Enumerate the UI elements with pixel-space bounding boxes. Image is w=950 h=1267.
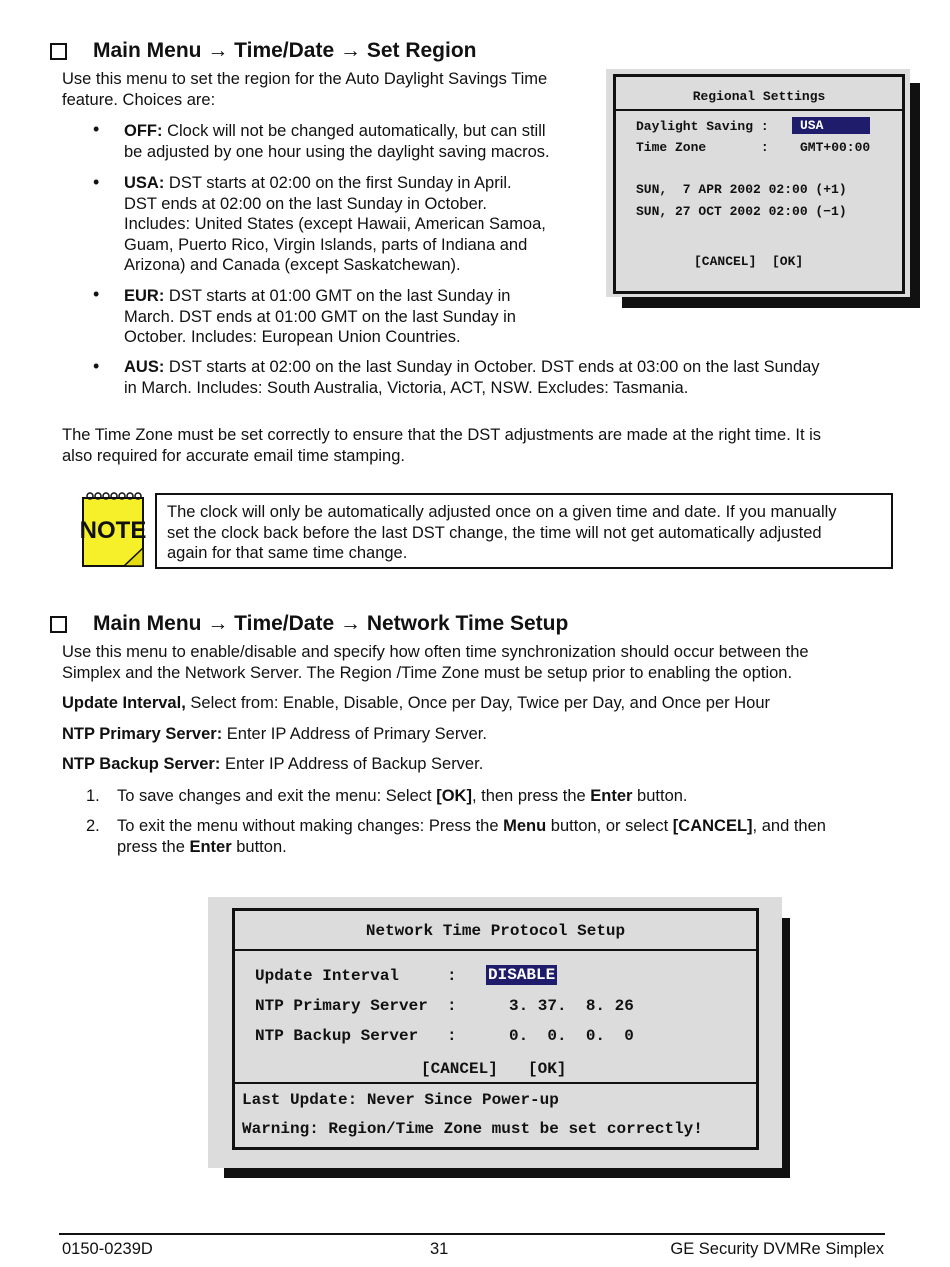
list-item-off	[124, 121, 594, 162]
section-title: Main Menu → Time/Date → Set Region	[93, 39, 477, 62]
step-bold: Enter	[590, 787, 633, 805]
term-label: NTP Backup Server:	[62, 755, 221, 773]
step-text: press the	[117, 837, 190, 856]
time-zone-value[interactable]: GMT+00:00	[800, 140, 871, 155]
bullet-icon: •	[93, 172, 100, 192]
item-text: in March. Includes: South Australia, Victoria, ACT, NSW. Excludes: Tasmania.	[124, 378, 689, 397]
regional-settings-screen	[606, 69, 910, 297]
list-item-usa	[124, 173, 594, 276]
list-item-eur	[124, 286, 594, 348]
item-text: DST starts at 02:00 on the first Sunday in April.	[164, 174, 512, 192]
update-interval-label: Update Interval :	[255, 967, 457, 985]
note-line: set the clock back before the last DST change, the time will not get automatically adjusted	[167, 523, 822, 542]
step-1	[117, 786, 897, 807]
step-bold: Enter	[189, 837, 232, 856]
backup-server-line	[62, 754, 922, 775]
term-text: Enter IP Address of Primary Server.	[222, 725, 487, 743]
item-label: USA:	[124, 174, 165, 192]
item-text: October. Includes: European Union Countries.	[124, 328, 461, 346]
divider	[235, 1082, 756, 1084]
footer-page-number: 31	[430, 1240, 449, 1258]
term-text: Enter IP Address of Backup Server.	[220, 755, 484, 773]
checkbox-bullet-icon	[50, 43, 67, 60]
intro-line: Use this menu to set the region for the Auto Daylight Savings Time	[62, 70, 548, 88]
note-icon	[80, 490, 146, 568]
backup-server-label: NTP Backup Server :	[255, 1027, 457, 1045]
checkbox-bullet-icon	[50, 616, 67, 633]
step-bold: [OK]	[436, 787, 472, 805]
ntp-setup-screen	[208, 897, 782, 1168]
step-text: button, or select	[546, 817, 673, 835]
step-2	[117, 816, 907, 857]
step-text: To exit the menu without making changes: Press the	[117, 817, 504, 835]
step-text: To save changes and exit the menu: Select	[117, 787, 437, 805]
step-text: , then press the	[471, 787, 591, 805]
warning-message: Warning: Region/Time Zone must be set correctly!	[242, 1120, 703, 1138]
divider	[235, 949, 756, 951]
bullet-icon: •	[93, 356, 100, 376]
item-label: EUR:	[124, 287, 165, 305]
section-heading-network-time	[50, 612, 568, 636]
item-text: Includes: United States (except Hawaii, American Samoa,	[124, 215, 546, 233]
screen-title: Network Time Protocol Setup	[365, 922, 626, 940]
step-bold: Menu	[503, 817, 547, 835]
ok-button[interactable]: [OK]	[772, 254, 804, 269]
note-box	[155, 493, 893, 569]
dst-end-readout: SUN, 27 OCT 2002 02:00 (−1)	[636, 204, 847, 219]
item-text: DST ends at 02:00 on the last Sunday in October.	[124, 194, 487, 213]
item-text: DST starts at 02:00 on the last Sunday in October. DST ends at 03:00 on the last Sunday	[164, 358, 820, 376]
item-text: be adjusted by one hour using the daylight saving macros.	[124, 142, 550, 161]
note-line: The clock will only be automatically adjusted once on a given time and date. If you manually	[167, 503, 837, 521]
step-bold: [CANCEL]	[672, 817, 753, 835]
footer-doc-number: 0150-0239D	[62, 1240, 153, 1258]
note-line: again for that same time change.	[167, 544, 408, 562]
bullet-icon: •	[93, 119, 100, 139]
item-text: Arizona) and Canada (except Saskatchewan).	[124, 256, 461, 274]
time-zone-label: Time Zone :	[636, 140, 769, 155]
list-item-aus	[124, 357, 904, 398]
term-label: NTP Primary Server:	[62, 725, 223, 743]
item-text: DST starts at 01:00 GMT on the last Sunday in	[164, 287, 511, 305]
paragraph-line: Simplex and the Network Server. The Region /Time Zone must be setup prior to enabling the option.	[62, 663, 793, 682]
step-text: , and then	[752, 817, 826, 835]
backup-server-input[interactable]: 0. 0. 0. 0	[509, 1027, 634, 1045]
note-icon-label: NOTE	[80, 517, 146, 544]
section-title: Main Menu → Time/Date → Network Time Setup	[93, 612, 569, 635]
screen-title: Regional Settings	[692, 89, 826, 104]
step-number: 2.	[86, 817, 100, 835]
step-text: button.	[632, 787, 688, 805]
daylight-saving-label: Daylight Saving :	[636, 119, 769, 134]
bullet-icon: •	[93, 284, 100, 304]
ntp-intro-paragraph	[62, 642, 922, 683]
paragraph-line: The Time Zone must be set correctly to ensure that the DST adjustments are made at the right time. It is	[62, 426, 822, 444]
primary-server-input[interactable]: 3. 37. 8. 26	[509, 997, 634, 1015]
footer-product: GE Security DVMRe Simplex	[670, 1240, 884, 1258]
primary-server-label: NTP Primary Server :	[255, 997, 457, 1015]
dst-start-readout: SUN, 7 APR 2002 02:00 (+1)	[636, 182, 847, 197]
step-text: button.	[231, 837, 287, 856]
footer-rule	[59, 1233, 885, 1235]
term-text: Select from: Enable, Disable, Once per Day, Twice per Day, and Once per Hour	[185, 694, 770, 712]
item-label: AUS:	[124, 358, 165, 376]
timezone-paragraph	[62, 425, 922, 466]
ok-button[interactable]: [OK]	[528, 1060, 567, 1078]
section-heading-set-region	[50, 39, 477, 63]
item-label: OFF:	[124, 122, 163, 140]
update-interval-select[interactable]: DISABLE	[488, 966, 556, 984]
step-number: 1.	[86, 787, 100, 805]
intro-line: feature. Choices are:	[62, 90, 216, 109]
last-update-status: Last Update: Never Since Power-up	[242, 1091, 559, 1109]
cancel-button[interactable]: [CANCEL]	[694, 254, 757, 269]
paragraph-line: Use this menu to enable/disable and specify how often time synchronization should occur between the	[62, 643, 809, 661]
daylight-saving-select[interactable]: USA	[792, 117, 870, 134]
screen-frame	[232, 908, 759, 1150]
intro-paragraph	[62, 69, 602, 110]
item-text: Guam, Puerto Rico, Virgin Islands, parts of Indiana and	[124, 235, 528, 254]
item-text: Clock will not be changed automatically, but can still	[162, 122, 546, 140]
primary-server-line	[62, 724, 922, 745]
paragraph-line: also required for accurate email time stamping.	[62, 446, 405, 465]
update-interval-line	[62, 693, 922, 714]
screen-frame	[613, 74, 905, 294]
cancel-button[interactable]: [CANCEL]	[421, 1060, 498, 1078]
item-text: March. DST ends at 01:00 GMT on the last Sunday in	[124, 307, 516, 326]
divider	[616, 109, 902, 111]
term-label: Update Interval,	[62, 694, 186, 712]
